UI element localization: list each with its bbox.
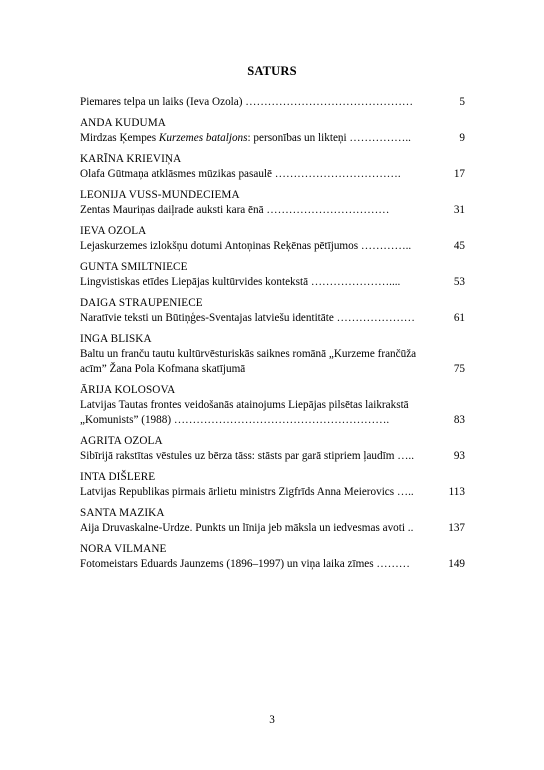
page-title: SATURS [247,64,297,78]
toc-entry-author: SANTA MAZIKA [80,507,165,519]
toc-entry-title-line [80,485,465,500]
table-of-contents [80,95,465,578]
toc-entry-title: Aija Druvaskalne-Urdze. Punkts un līnija jeb māksla un iedvesmas avoti .. [80,522,414,534]
toc-entry-page: 31 [453,204,465,216]
toc-entry-author: KARĪNA KRIEVIŅA [80,153,182,165]
toc-entry-title: Lejaskurzemes izlokšņu dotumi Antoņinas Reķēnas pētījumos ………….. [80,240,412,252]
toc-entry-page: 83 [453,414,465,426]
toc-entry-page: 93 [453,450,465,462]
toc-entry-title-line [80,449,465,464]
toc-entry-title-line [80,557,465,572]
toc-entry-page: 137 [448,522,465,534]
toc-entry [80,116,465,146]
toc-entry-title: Naratīvie teksti un Būtiņģes-Sventajas latviešu identitāte ………………… [80,312,415,324]
toc-entry-title-rest: : personības un likteņi …………….. [247,132,411,144]
toc-entry-author: INTA DIŠLERE [80,471,156,483]
toc-entry-author: ANDA KUDUMA [80,117,166,129]
toc-entry [80,434,465,464]
toc-entry [80,296,465,326]
toc-entry-title-line [80,311,465,326]
toc-entry [80,542,465,572]
toc-entry-title: Latvijas Republikas pirmais ārlietu ministrs Zigfrīds Anna Meierovics ….. [80,486,414,498]
toc-entry-title: Fotomeistars Eduards Jaunzems (1896–1997) un viņa laika zīmes ……… [80,558,410,570]
toc-entry-author: NORA VILMANE [80,543,167,555]
toc-entry-title-line [80,95,465,110]
toc-entry [80,470,465,500]
toc-entry-author: DAIGA STRAUPENIECE [80,297,203,309]
toc-entry-page: 17 [453,168,465,180]
toc-entry-title-line [80,347,465,377]
toc-entry-author: IEVA OZOLA [80,225,147,237]
toc-entry-title-line [80,167,465,182]
toc-entry-author: ĀRIJA KOLOSOVA [80,384,176,396]
toc-entry-title-line [80,521,465,536]
toc-entry [80,152,465,182]
toc-entry [80,260,465,290]
toc-entry-page: 75 [453,363,465,375]
toc-entry-page: 45 [453,240,465,252]
toc-entry-title-line [80,275,465,290]
toc-entry-title-italic: Kurzemes bataljons [158,132,248,144]
toc-entry-page: 113 [448,486,465,498]
toc-entry [80,383,465,428]
toc-entry [80,332,465,377]
toc-entry-title-line [80,131,465,146]
toc-entry-title: Baltu un franču tautu kultūrvēsturiskās saiknes romānā „Kurzeme frančūža acīm” Žana Pola Kofmana skatījumā [80,348,417,375]
toc-entry [80,224,465,254]
toc-entry-title-line [80,239,465,254]
toc-entry-page: 149 [448,558,465,570]
toc-entry-author: GUNTA SMILTNIECE [80,261,188,273]
toc-entry-title: Piemares telpa un laiks (Ieva Ozola) ……………………………………… [80,96,414,108]
toc-entry-author: AGRITA OZOLA [80,435,163,447]
toc-entry-author: LEONIJA VUSS-MUNDECIEMA [80,189,240,201]
toc-entry-author: INGA BLISKA [80,333,152,345]
toc-entry-page: 53 [453,276,465,288]
toc-entry [80,506,465,536]
toc-entry-title: Sibīrijā rakstītas vēstules uz bērza tāss: stāsts par garā stipriem ļaudīm ….. [80,450,414,462]
toc-entry-title: Olafa Gūtmaņa atklāsmes mūzikas pasaulē ……………………………. [80,168,401,180]
page-number: 3 [269,714,275,726]
toc-entry-page: 61 [453,312,465,324]
toc-entry-title: Zentas Mauriņas daiļrade auksti kara ēnā …………………………… [80,204,390,216]
toc-entry-title: Lingvistiskas etīdes Liepājas kultūrvides kontekstā ………………….... [80,276,401,288]
toc-entry-page: 5 [459,96,465,108]
toc-entry-title-line [80,203,465,218]
toc-entry-title: Latvijas Tautas frontes veidošanās atainojums Liepājas pilsētas laikrakstā „Komunists” (1988) …………………………………………………. [80,399,409,426]
toc-intro-entry [80,95,465,110]
toc-entry-title-line [80,398,465,428]
toc-entry-title: Mirdzas Ķempes [80,132,159,144]
toc-entry [80,188,465,218]
toc-entry-page: 9 [459,132,465,144]
